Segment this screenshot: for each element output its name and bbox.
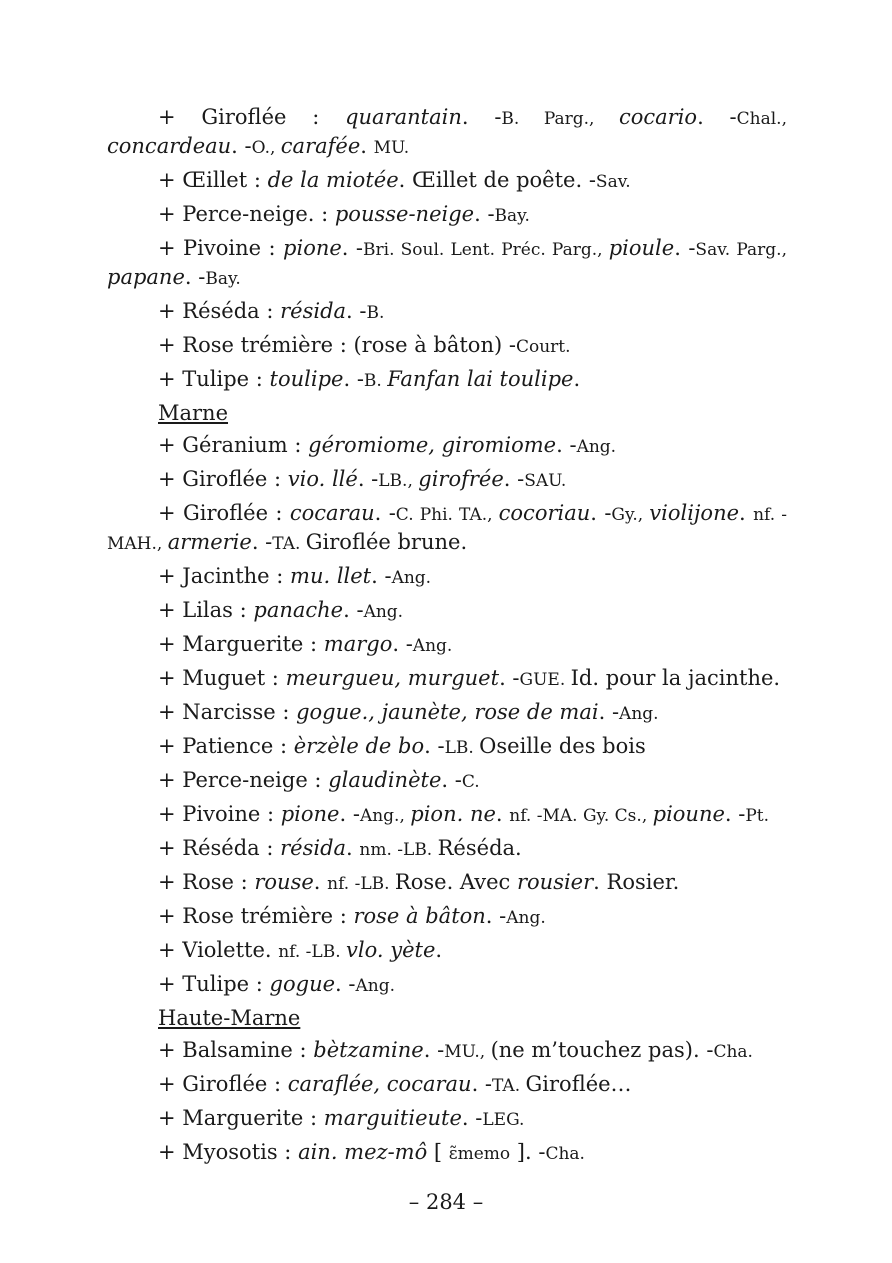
source-abbrev: ɛ̃memo <box>448 1144 511 1164</box>
entry-text: + Tulipe : <box>158 367 270 391</box>
glossary-entry <box>107 869 787 898</box>
entry-text: . - <box>335 972 356 996</box>
source-abbrev: Ang. <box>391 568 432 588</box>
entry-text: + Jacinthe : <box>158 564 291 588</box>
glossary-entry <box>107 801 787 830</box>
source-abbrev: Sav. <box>595 172 631 192</box>
glossary-entry <box>107 937 787 966</box>
dialect-term: concardeau <box>107 134 232 158</box>
glossary-entry <box>107 167 787 196</box>
entry-text: . - <box>357 467 379 491</box>
source-abbrev: Ang. <box>576 437 617 457</box>
glossary-entry <box>107 235 787 293</box>
dialect-term: pion. ne <box>410 802 496 826</box>
source-abbrev: MU., <box>444 1042 491 1062</box>
source-abbrev: Cha. <box>545 1144 585 1164</box>
entry-text: . - <box>423 1038 445 1062</box>
dialect-term: girofrée <box>418 467 504 491</box>
entry-text: . - <box>499 666 520 690</box>
entry-text: . - <box>341 236 364 260</box>
entry-text: Oseille des bois <box>479 734 646 758</box>
glossary-entry <box>107 466 787 495</box>
dialect-term: géromiome, giromiome <box>308 433 557 457</box>
source-abbrev: C. <box>461 772 480 792</box>
entry-text: . <box>360 134 374 158</box>
glossary-entry <box>107 767 787 796</box>
dialect-term: gogue., jaunète, rose de mai <box>296 700 599 724</box>
entry-text: . - <box>251 530 273 554</box>
source-abbrev: B. <box>363 371 388 391</box>
dialect-term: rouse <box>254 870 314 894</box>
glossary-entry <box>107 500 787 558</box>
entry-text: . <box>495 802 510 826</box>
entry-text: . Œillet de poête. - <box>398 168 596 192</box>
source-abbrev: MU. <box>373 138 410 158</box>
dialect-term: marguitieute <box>323 1106 462 1130</box>
glossary-entry <box>107 298 787 327</box>
source-abbrev: B. <box>366 303 385 323</box>
source-abbrev: Ang. <box>619 704 659 724</box>
glossary-entry <box>107 1105 787 1134</box>
dialect-term: vio. llé <box>287 467 358 491</box>
section-heading: Haute-Marne <box>158 1006 301 1030</box>
entry-text: + Réséda : <box>158 299 281 323</box>
dialect-term: quarantain <box>345 105 462 129</box>
dialect-term: gogue <box>269 972 336 996</box>
source-abbrev: Chal., <box>736 109 787 129</box>
entry-text: . - <box>441 768 462 792</box>
entry-text: + Tulipe : <box>158 972 270 996</box>
entry-text: . Rosier. <box>593 870 680 894</box>
entry-text: + Rose : <box>158 870 255 894</box>
dialect-term: pione <box>283 236 342 260</box>
dialect-term: résida <box>280 836 347 860</box>
source-abbrev: Sav. Parg., <box>695 240 787 260</box>
source-abbrev: Ang. <box>506 908 546 928</box>
entry-text: + Perce-neige. : <box>158 202 335 226</box>
dialect-term: de la miotée <box>267 168 399 192</box>
dialect-term: meurgueu, murguet <box>285 666 500 690</box>
source-abbrev: C. Phi. TA., <box>395 505 499 525</box>
dialect-term: pioule <box>608 236 675 260</box>
glossary-entry <box>107 733 787 762</box>
source-abbrev: LB., <box>378 471 419 491</box>
source-abbrev: Bri. Soul. Lent. Préc. Parg., <box>363 240 609 260</box>
dialect-term: bètzamine <box>313 1038 424 1062</box>
entry-text: . - <box>461 1106 483 1130</box>
dialect-term: vlo. yète <box>346 938 436 962</box>
entry-text: . - <box>343 367 364 391</box>
dialect-term: pione <box>280 802 340 826</box>
entry-text: . - <box>485 904 507 928</box>
entry-text: . - <box>461 105 502 129</box>
source-abbrev: nf. -LB. <box>327 874 395 894</box>
entry-text: . - <box>424 734 445 758</box>
dialect-term: caraflée, cocarau <box>287 1072 472 1096</box>
dialect-term: pousse-neige <box>334 202 475 226</box>
source-abbrev: Ang. <box>363 602 404 622</box>
source-abbrev: Ang. <box>355 976 395 996</box>
source-abbrev: TA. <box>272 534 306 554</box>
entry-text: + Giroflée : <box>158 467 288 491</box>
entry-text: . - <box>590 501 612 525</box>
entry-text: Giroflée… <box>525 1072 632 1096</box>
dialect-term: toulipe <box>269 367 344 391</box>
page-number: – 284 – <box>408 1190 484 1214</box>
source-abbrev: nm. -LB. <box>359 840 438 860</box>
dialect-term: armerie <box>167 530 252 554</box>
glossary-entries <box>107 104 787 1173</box>
source-abbrev: Court. <box>515 337 571 357</box>
section-heading: Marne <box>158 401 229 425</box>
entry-text: + Marguerite : <box>158 632 324 656</box>
entry-text: . - <box>471 1072 493 1096</box>
entry-text: + Giroflée : <box>158 105 346 129</box>
dialect-term: papane <box>107 265 185 289</box>
entry-text: + Giroflée : <box>158 501 290 525</box>
entry-text: ]. - <box>510 1140 546 1164</box>
dialect-term: cocoriau <box>498 501 591 525</box>
dialect-term: carafée <box>280 134 361 158</box>
entry-text: + Marguerite : <box>158 1106 324 1130</box>
entry-text: . - <box>598 700 620 724</box>
entry-text: [ <box>427 1140 449 1164</box>
source-abbrev: Ang., <box>359 806 411 826</box>
entry-text: . <box>739 501 754 525</box>
source-abbrev: Bay. <box>205 269 241 289</box>
glossary-entry <box>107 332 787 361</box>
entry-text: + Pivoine : <box>158 802 281 826</box>
entry-text: . - <box>392 632 413 656</box>
glossary-entry <box>107 597 787 626</box>
entry-text: + Giroflée : <box>158 1072 288 1096</box>
entry-text: + Œillet : <box>158 168 268 192</box>
entry-text: . - <box>371 564 392 588</box>
source-abbrev: O., <box>251 138 281 158</box>
entry-text: + Violette. <box>158 938 279 962</box>
dialect-term: cocarau <box>289 501 375 525</box>
entry-text: + Patience : <box>158 734 294 758</box>
glossary-entry <box>107 1139 787 1168</box>
entry-text: + Rose trémière : <box>158 904 354 928</box>
entry-text: . - <box>231 134 252 158</box>
source-abbrev: nf. -MAH., <box>107 505 787 554</box>
entry-text: + Géranium : <box>158 433 309 457</box>
dialect-term: glaudinète <box>328 768 442 792</box>
glossary-entry <box>107 971 787 1000</box>
glossary-entry <box>107 1071 787 1100</box>
entry-text: . - <box>343 598 364 622</box>
entry-text: + Rose trémière : (rose à bâton) - <box>158 333 516 357</box>
source-abbrev: nf. -MA. Gy. Cs., <box>509 806 653 826</box>
entry-text: . <box>313 870 328 894</box>
source-abbrev: LB. <box>444 738 480 758</box>
glossary-entry <box>107 201 787 230</box>
entry-text: + Pivoine : <box>158 236 284 260</box>
source-abbrev: Ang. <box>412 636 453 656</box>
entry-text: . - <box>374 501 396 525</box>
entry-text: Rose. Avec <box>394 870 517 894</box>
source-abbrev: Cha. <box>713 1042 753 1062</box>
entry-text: . - <box>184 265 206 289</box>
entry-text: . - <box>339 802 360 826</box>
entry-text: + Narcisse : <box>158 700 297 724</box>
source-abbrev: Gy., <box>611 505 650 525</box>
entry-text: . <box>346 836 360 860</box>
glossary-entry <box>107 1037 787 1066</box>
entry-text: . - <box>724 802 746 826</box>
source-abbrev: nf. -LB. <box>278 942 347 962</box>
source-abbrev: Bay. <box>494 206 530 226</box>
dialect-term: ain. mez-mô <box>298 1140 428 1164</box>
entry-text: + Réséda : <box>158 836 281 860</box>
entry-text: + Myosotis : <box>158 1140 299 1164</box>
source-abbrev: SAU. <box>524 471 567 491</box>
entry-text: (ne m’touchez pas). - <box>490 1038 714 1062</box>
glossary-entry <box>107 631 787 660</box>
dialect-term: Fanfan lai toulipe <box>387 367 574 391</box>
entry-text: Id. pour la jacinthe. <box>570 666 781 690</box>
entry-text: + Balsamine : <box>158 1038 314 1062</box>
source-abbrev: Pt. <box>745 806 770 826</box>
dialect-term: rousier <box>516 870 594 894</box>
glossary-entry <box>107 104 787 162</box>
glossary-entry <box>107 366 787 395</box>
entry-text: . <box>435 938 443 962</box>
entry-text: . - <box>556 433 577 457</box>
glossary-entry <box>107 699 787 728</box>
glossary-entry <box>107 835 787 864</box>
dialect-term: rose à bâton <box>353 904 486 928</box>
dialect-term: margo <box>323 632 393 656</box>
entry-text: + Perce-neige : <box>158 768 329 792</box>
glossary-entry <box>107 563 787 592</box>
dialect-term: èrzèle de bo <box>293 734 425 758</box>
dialect-term: pioune <box>652 802 725 826</box>
entry-text: . - <box>503 467 525 491</box>
entry-text: + Lilas : <box>158 598 254 622</box>
entry-text: Giroflée brune. <box>305 530 468 554</box>
source-abbrev: LEG. <box>482 1110 525 1130</box>
source-abbrev: GUE. <box>519 670 571 690</box>
dialect-term: mu. llet <box>290 564 372 588</box>
entry-text: . - <box>674 236 696 260</box>
glossary-entry <box>107 432 787 461</box>
entry-text: + Muguet : <box>158 666 286 690</box>
source-abbrev: B. Parg., <box>501 109 619 129</box>
dialect-term: panache <box>253 598 344 622</box>
entry-text: . <box>573 367 581 391</box>
entry-text: . - <box>474 202 495 226</box>
entry-text: . - <box>346 299 367 323</box>
dialect-term: violijone <box>649 501 740 525</box>
entry-text: Réséda. <box>437 836 522 860</box>
entry-text: . - <box>697 105 737 129</box>
dialect-term: cocario <box>618 105 698 129</box>
source-abbrev: TA. <box>492 1076 526 1096</box>
dialect-term: résida <box>280 299 347 323</box>
glossary-entry <box>107 903 787 932</box>
glossary-entry <box>107 665 787 694</box>
